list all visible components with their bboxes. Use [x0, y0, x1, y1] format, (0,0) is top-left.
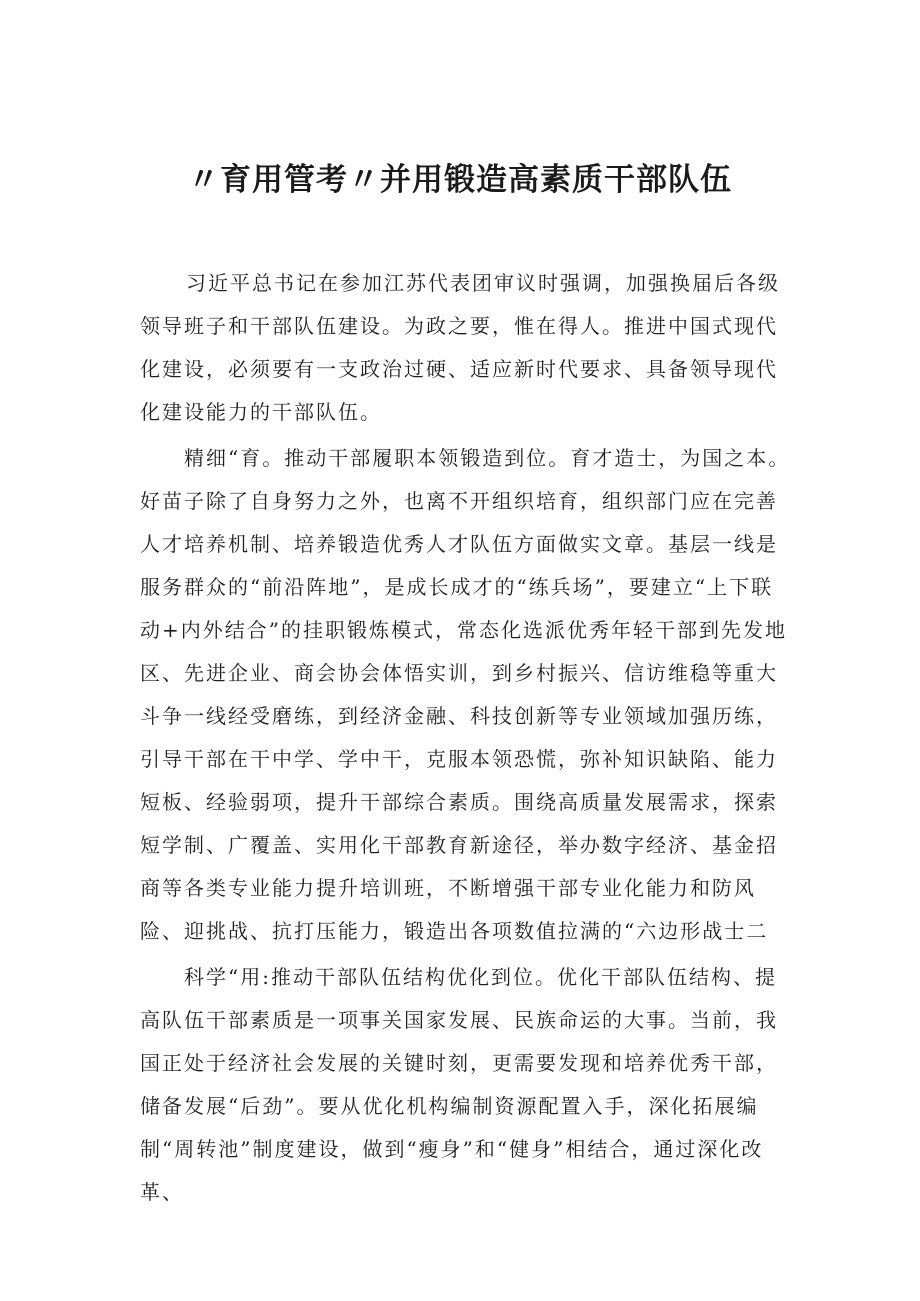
paragraph-intro: 习近平总书记在参加江苏代表团审议时强调，加强换届后各级领导班子和干部队伍建设。为政之要，惟在得人。推进中国式现代化建设，必须要有一支政治过硬、适应新时代要求、具备领导现代化建设能力的干部队伍。 — [140, 271, 780, 424]
document-title: 〃育用管考〃并用锻造高素质干部队伍 — [188, 162, 732, 198]
document-body — [140, 262, 792, 1217]
paragraph-cultivate: 精细“育。推动干部履职本领锻造到位。育才造士，为国之本。好苗子除了自身努力之外，也离不开组织培育，组织部门应在完善人才培养机制、培养锻造优秀人才队伍方面做实文章。基层一线是服务群众的“前沿阵地”，是成长成才的“练兵场”，要建立“上下联动+内外结合”的挂职锻炼模式，常态化选派优秀年轻干部到先发地区、先进企业、商会协会体悟实训，到乡村振兴、信访维稳等重大斗争一线经受磨练，到经济金融、科技创新等专业领域加强历练，引导干部在干中学、学中干，克服本领恐慌，弥补知识缺陷、能力短板、经验弱项，提升干部综合素质。围绕高质量发展需求，探索短学制、广覆盖、实用化干部教育新途径，举办数字经济、基金招商等各类专业能力提升培训班，不断增强干部专业化能力和防风险、迎挑战、抗打压能力，锻造出各项数值拉满的“六边形战士二 — [140, 446, 791, 943]
paragraph-use: 科学“用:推动干部队伍结构优化到位。优化干部队伍结构、提高队伍干部素质是一项事关国家发展、民族命运的大事。当前，我国正处于经济社会发展的关键时刻，更需要发现和培养优秀干部，储备发展“后劲”。要从优化机构编制资源配置入手，深化拓展编制“周转池”制度建设，做到“瘦身”和“健身”相结合，通过深化改革、 — [140, 965, 778, 1204]
